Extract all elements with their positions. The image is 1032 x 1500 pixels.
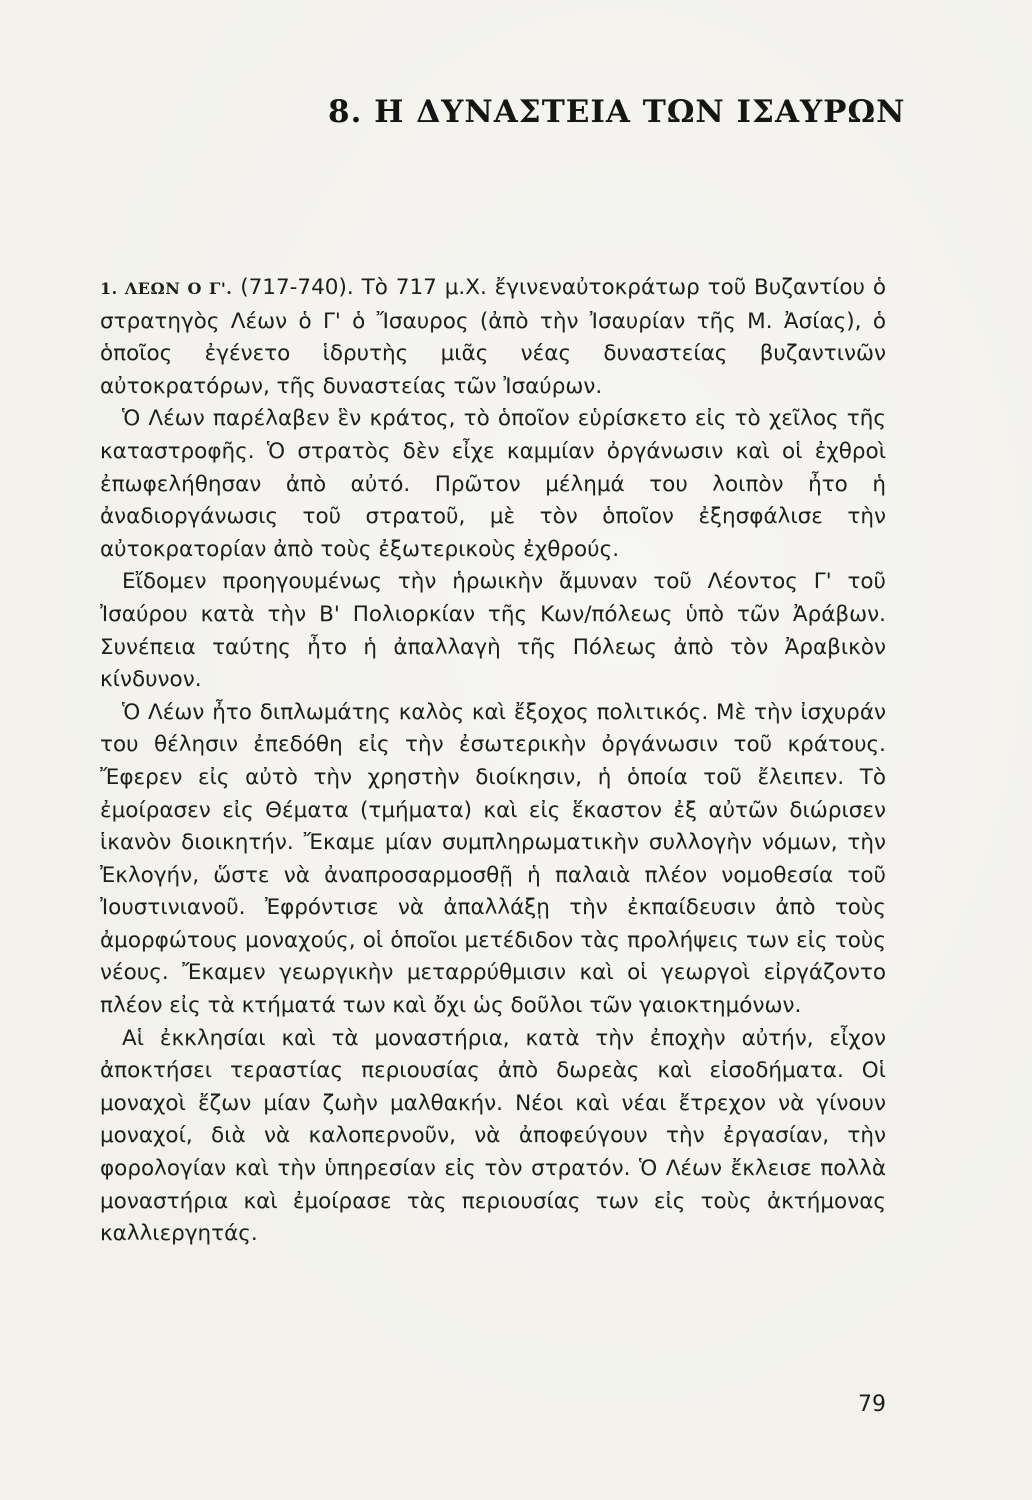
section-heading: 1. ΛΕΩΝ Ο Γ'. bbox=[100, 279, 233, 298]
page-number: 79 bbox=[858, 1392, 886, 1417]
body-text bbox=[100, 272, 886, 1251]
paragraph: Ὁ Λέων ἦτο διπλωμάτης καλὸς καὶ ἔξοχος πολιτικός. Μὲ τὴν ἰσχυράν του θέλησιν ἐπεδόθη εἰς τὴν ἐσωτερικὴν ὀργάνωσιν τοῦ κράτους. Ἔφερεν εἰς αὐτὸ τὴν χρηστὴν διοίκησιν, ἡ ὁποία τοῦ ἔλειπεν. Τὸ ἐμοίρασεν εἰς Θέματα (τμήματα) καὶ εἰς ἕκαστον ἐξ αὐτῶν διώρισεν ἱκανὸν διοικητήν. Ἔκαμε μίαν συμπληρωματικὴν συλλογὴν νόμων, τὴν Ἐκλογήν, ὥστε νὰ ἀναπροσαρμοσθῇ ἡ παλαιὰ πλέον νομοθεσία τοῦ Ἰουστινιανοῦ. Ἐφρόντισε νὰ ἀπαλλάξῃ τὴν ἐκπαίδευσιν ἀπὸ τοὺς ἀμορφώτους μοναχούς, οἱ ὁποῖοι μετέδιδον τὰς προλήψεις των εἰς τοὺς νέους. Ἔκαμεν γεωργικὴν μεταρρύθμισιν καὶ οἱ γεωργοὶ εἰργάζοντο πλέον εἰς τὰ κτήματά των καὶ ὄχι ὡς δοῦλοι τῶν γαιοκτημόνων. bbox=[100, 699, 886, 1019]
paragraph: Ὁ Λέων παρέλαβεν ἓν κράτος, τὸ ὁποῖον εὑρίσκετο εἰς τὸ χεῖλος τῆς καταστροφῆς. Ὁ στρατὸς δὲν εἶχε καμμίαν ὀργάνωσιν καὶ οἱ ἐχθροὶ ἐπωφελήθησαν ἀπὸ αὐτό. Πρῶτον μέλημά του λοιπὸν ἦτο ἡ ἀναδιοργάνωσις τοῦ στρατοῦ, μὲ τὸν ὁποῖον ἐξησφάλισε τὴν αὐτοκρατορίαν ἀπὸ τοὺς ἐξωτερικοὺς ἐχθρούς. bbox=[100, 406, 886, 562]
chapter-title: 8. Η ΔΥΝΑΣΤΕΙΑ ΤΩΝ ΙΣΑΥΡΩΝ bbox=[328, 94, 906, 130]
section-lead-text: (717-740). Τὸ 717 μ.Χ. ἔγινεναὐτοκράτωρ τοῦ Βυζαντίου ὁ στρατηγὸς Λέων ὁ Γ' ὁ Ἴσαυρος (ἀπὸ τὴν Ἰσαυρίαν τῆς Μ. Ἀσίας), ὁ ὁποῖος ἐγένετο ἱδρυτὴς μιᾶς νέας δυναστείας βυζαντινῶν αὐτοκρατόρων, τῆς δυναστείας τῶν Ἰσαύρων. bbox=[100, 275, 886, 399]
paragraph: Εἴδομεν προηγουμένως τὴν ἡρωικὴν ἄμυναν τοῦ Λέοντος Γ' τοῦ Ἰσαύρου κατὰ τὴν Β' Πολιορκίαν τῆς Κων/πόλεως ὑπὸ τῶν Ἀράβων. Συνέπεια ταύτης ἦτο ἡ ἀπαλλαγὴ τῆς Πόλεως ἀπὸ τὸν Ἀραβικὸν κίνδυνον. bbox=[100, 569, 886, 693]
paragraph: Αἱ ἐκκλησίαι καὶ τὰ μοναστήρια, κατὰ τὴν ἐποχὴν αὐτήν, εἶχον ἀποκτήσει τεραστίας περιουσίας ἀπὸ δωρεὰς καὶ εἰσοδήματα. Οἱ μοναχοὶ ἔζων μίαν ζωὴν μαλθακήν. Νέοι καὶ νέαι ἔτρεχον νὰ γίνουν μοναχοί, διὰ νὰ καλοπερνοῦν, νὰ ἀποφεύγουν τὴν ἐργασίαν, τὴν φορολογίαν καὶ τὴν ὑπηρεσίαν εἰς τὸν στρατόν. Ὁ Λέων ἔκλεισε πολλὰ μοναστήρια καὶ ἐμοίρασε τὰς περιουσίας των εἰς τοὺς ἀκτήμονας καλλιεργητάς. bbox=[100, 1025, 886, 1247]
section-paragraph bbox=[100, 272, 886, 403]
